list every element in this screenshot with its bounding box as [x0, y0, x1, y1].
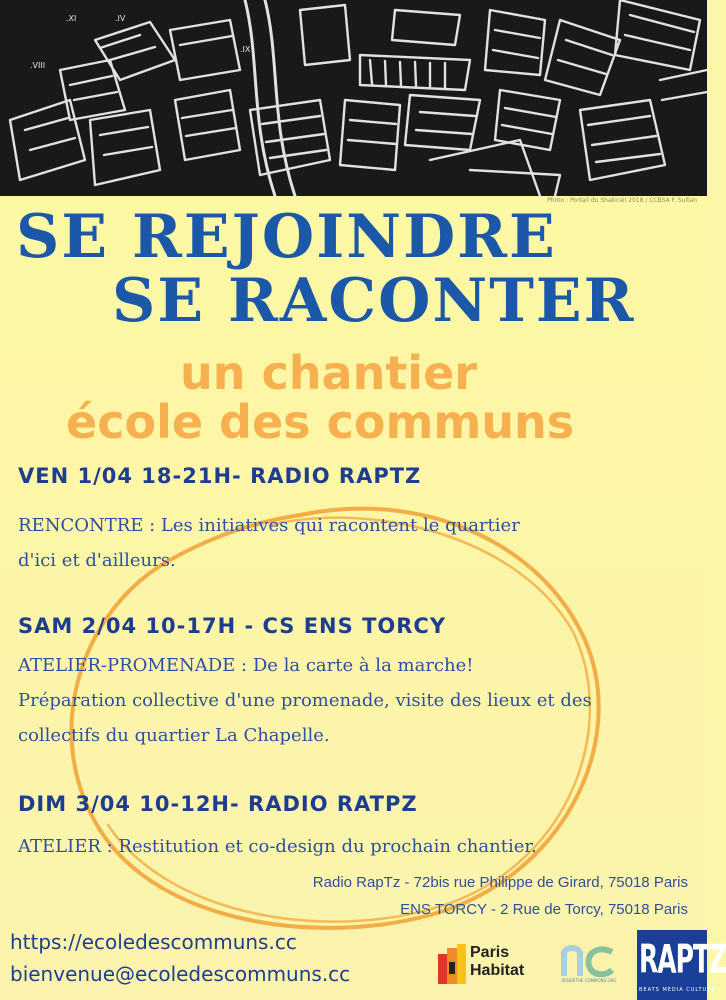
event-2-line: Préparation collective d'une promenade, visite des lieux et des: [18, 690, 592, 711]
event-description-2: [18, 648, 688, 753]
event-heading-2: SAM 2/04 10-17H - CS ENS TORCY: [18, 614, 447, 638]
email-link[interactable]: bienvenue@ecoledescommuns.cc: [10, 962, 351, 986]
paris-habitat-line-2: Habitat: [470, 962, 525, 979]
svg-text:.XI: .XI: [66, 14, 77, 23]
subtitle-line-1: un chantier: [180, 346, 477, 400]
event-description-3: [18, 829, 688, 864]
website-link[interactable]: https://ecoledescommuns.cc: [10, 930, 297, 954]
address-line-1: Radio RapTz - 72bis rue Philippe de Girard, 75018 Paris: [312, 874, 688, 891]
svg-text:.VIII: .VIII: [30, 61, 46, 70]
title-line-1: SE REJOINDRE: [16, 202, 557, 272]
chalk-map-drawing-icon: [0, 0, 707, 196]
raptz-logo: [637, 930, 726, 1000]
event-heading-1: VEN 1/04 18-21H- RADIO RAPTZ: [18, 464, 422, 488]
subtitle-line-2: école des communs: [66, 395, 575, 449]
title-line-2: SE RACONTER: [112, 266, 636, 336]
paris-habitat-line-1: Paris: [470, 944, 510, 961]
svg-text:.IV: .IV: [115, 14, 126, 23]
event-2-line: collectifs du quartier La Chapelle.: [18, 725, 330, 746]
commons-logo: [556, 940, 622, 990]
commons-caption: RENDETHE COMMONS.ORG: [561, 978, 617, 983]
event-description-1: [18, 508, 688, 578]
address-line-2: ENS TORCY - 2 Rue de Torcy, 75018 Paris: [400, 901, 688, 918]
commons-mark-icon: [560, 942, 616, 978]
photo-credit: Photo : Portail du Shakirail 2018 / CCBSA F. Sultan: [547, 197, 697, 204]
event-heading-3: DIM 3/04 10-12H- RADIO RATPZ: [18, 792, 418, 816]
paris-habitat-text: [470, 944, 524, 980]
header-photo: [0, 0, 707, 196]
raptz-tagline: BEATS MEDIA CULTURE: [639, 987, 716, 993]
event-3-line: ATELIER : Restitution et co-design du prochain chantier.: [18, 836, 537, 857]
event-2-line: ATELIER-PROMENADE : De la carte à la marche!: [18, 655, 474, 676]
event-1-line: RENCONTRE : Les initiatives qui racontent le quartier: [18, 515, 520, 536]
raptz-name: RAPTZ: [639, 936, 726, 982]
svg-text:.IX: .IX: [240, 45, 251, 54]
paris-habitat-mark-icon: [438, 944, 466, 984]
paris-habitat-logo: [438, 942, 550, 986]
event-1-line: d'ici et d'ailleurs.: [18, 550, 176, 571]
